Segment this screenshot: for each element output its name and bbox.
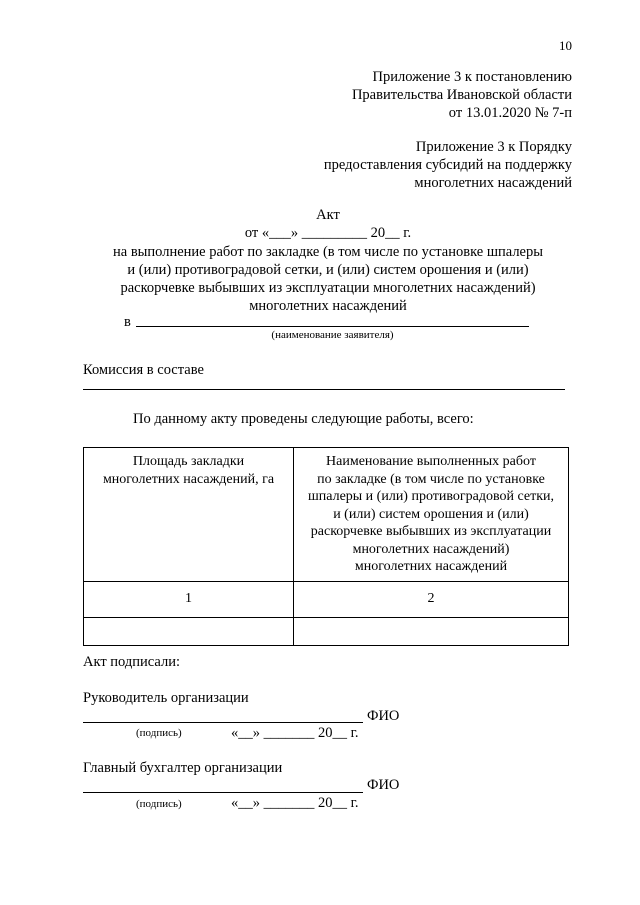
signatory-fio: ФИО (367, 708, 400, 724)
header-appendix-line: от 13.01.2020 № 7-п (448, 105, 572, 121)
table-header-row (84, 448, 569, 582)
act-subject-block (0, 243, 640, 315)
applicant-prefix: в (124, 314, 131, 330)
table-column-number: 2 (294, 581, 569, 617)
table-header-text: и (или) систем орошения и (или) (333, 506, 529, 522)
table-header-text: Наименование выполненных работ (326, 454, 536, 469)
table-row (84, 617, 569, 645)
act-subject-line: раскорчевке выбывших из эксплуатации многолетних насаждений) (120, 280, 536, 296)
act-subject-line: на выполнение работ по закладке (в том числе по установке шпалеры (113, 244, 543, 260)
table-header-works (294, 448, 569, 582)
header-order-line: многолетних насаждений (414, 175, 572, 191)
act-date-line: от «___» _________ 20__ г. (244, 225, 412, 241)
table-header-area (84, 448, 294, 582)
signature-date: «__» _______ 20__ г. (231, 725, 359, 741)
act-title: Акт (316, 207, 340, 223)
table-header-text: многолетних насаждений, га (102, 471, 275, 487)
table-header-text: раскорчевке выбывших из эксплуатации (310, 524, 552, 539)
header-appendix-line: Правительства Ивановской области (351, 87, 572, 103)
act-title-block (0, 206, 640, 242)
signatory-role: Руководитель организации (83, 690, 249, 706)
signed-label: Акт подписали: (83, 654, 180, 670)
table-column-number: 1 (84, 581, 294, 617)
act-subject-line: и (или) противоградовой сетки, и (или) систем орошения и (или) (127, 262, 529, 278)
applicant-name-line (136, 326, 529, 327)
signature-caption: (подпись) (136, 727, 182, 739)
signatory-fio: ФИО (367, 777, 400, 793)
header-order-line: Приложение 3 к Порядку (415, 139, 572, 155)
works-table (83, 447, 569, 646)
signature-date: «__» _______ 20__ г. (231, 795, 359, 811)
applicant-caption: (наименование заявителя) (271, 329, 394, 341)
page-number: 10 (559, 38, 572, 53)
header-appendix-line: Приложение 3 к постановлению (372, 69, 572, 85)
table-cell-works (294, 617, 569, 645)
header-order-block (324, 138, 572, 192)
works-intro: По данному акту проведены следующие работы, всего: (133, 411, 474, 427)
header-appendix-block (352, 68, 572, 122)
signature-line (83, 722, 363, 723)
commission-line (83, 389, 565, 390)
table-header-text: многолетних насаждений) (352, 541, 510, 557)
act-subject-line: многолетних насаждений (249, 298, 407, 314)
signature-line (83, 792, 363, 793)
table-header-text: шпалеры и (или) противоградовой сетки, (307, 489, 555, 504)
table-header-text: Площадь закладки (132, 454, 245, 469)
signatory-role: Главный бухгалтер организации (83, 760, 283, 776)
table-header-text: многолетних насаждений (354, 559, 508, 574)
table-number-row (84, 581, 569, 617)
table-cell-area (84, 617, 294, 645)
header-order-line: предоставления субсидий на поддержку (323, 157, 572, 173)
table-header-text: по закладке (в том числе по установке (317, 471, 545, 487)
signature-caption: (подпись) (136, 798, 182, 810)
commission-label: Комиссия в составе (83, 362, 204, 378)
